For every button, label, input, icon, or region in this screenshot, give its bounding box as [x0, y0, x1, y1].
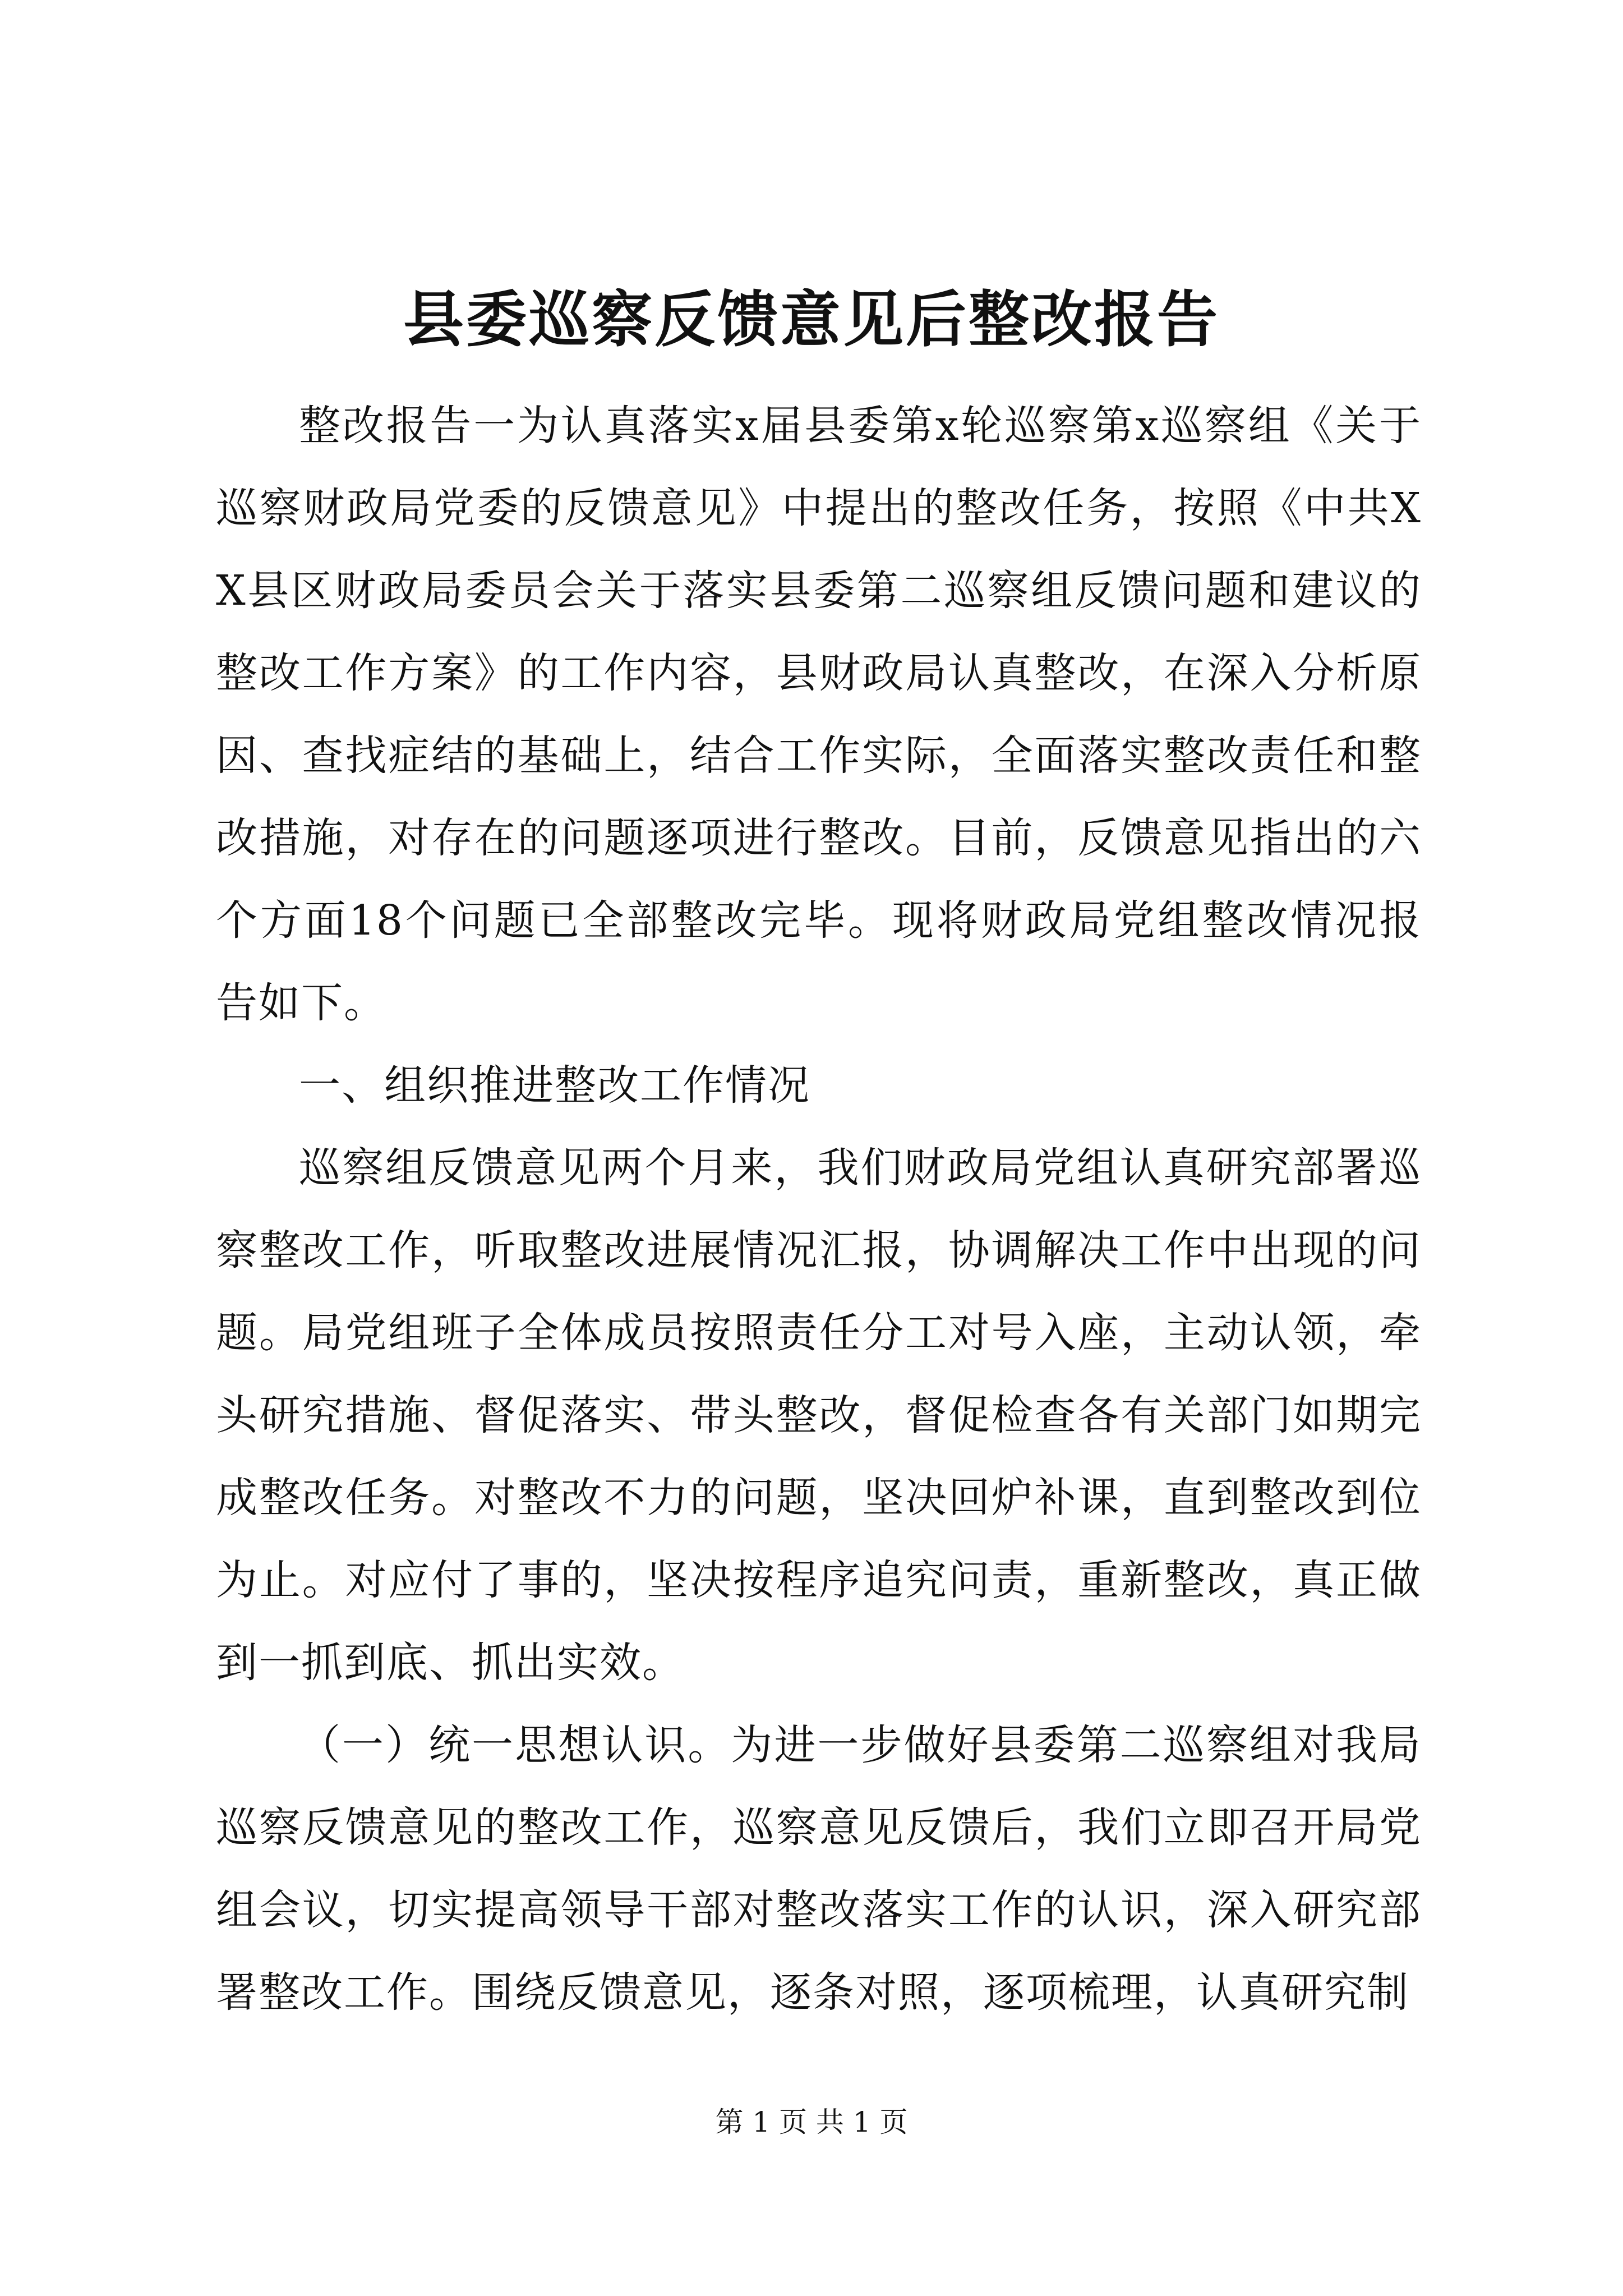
document-body	[216, 385, 1422, 2034]
intro-paragraph: 整改报告一为认真落实x届县委第x轮巡察第x巡察组《关于巡察财政局党委的反馈意见》中提出的整改任务，按照《中共XX县区财政局委员会关于落实县委第二巡察组反馈问题和建议的整改工作方案》的工作内容，县财政局认真整改，在深入分析原因、查找症结的基础上，结合工作实际，全面落实整改责任和整改措施，对存在的问题逐项进行整改。目前，反馈意见指出的六个方面18个问题已全部整改完毕。现将财政局党组整改情况报告如下。	[216, 402, 1422, 1027]
section-paragraph: 巡察组反馈意见两个月来，我们财政局党组认真研究部署巡察整改工作，听取整改进展情况汇报，协调解决工作中出现的问题。局党组班子全体成员按照责任分工对号入座，主动认领，牵头研究措施、督促落实、带头整改，督促检查各有关部门如期完成整改任务。对整改不力的问题，坚决回炉补课，直到整改到位为止。对应付了事的，坚决按程序追究问责，重新整改，真正做到一抓到底、抓出实效。	[216, 1144, 1422, 1687]
document-title: 县委巡察反馈意见后整改报告	[403, 284, 1220, 355]
subsection-paragraph: （一）统一思想认识。为进一步做好县委第二巡察组对我局巡察反馈意见的整改工作，巡察意见反馈后，我们立即召开局党组会议，切实提高领导干部对整改落实工作的认识，深入研究部署整改工作。围绕反馈意见，逐条对照，逐项梳理，认真研究制	[216, 1721, 1422, 2017]
section-heading: 一、组织推进整改工作情况	[299, 1061, 810, 1110]
page-footer: 第 1 页 共 1 页	[715, 2106, 908, 2138]
